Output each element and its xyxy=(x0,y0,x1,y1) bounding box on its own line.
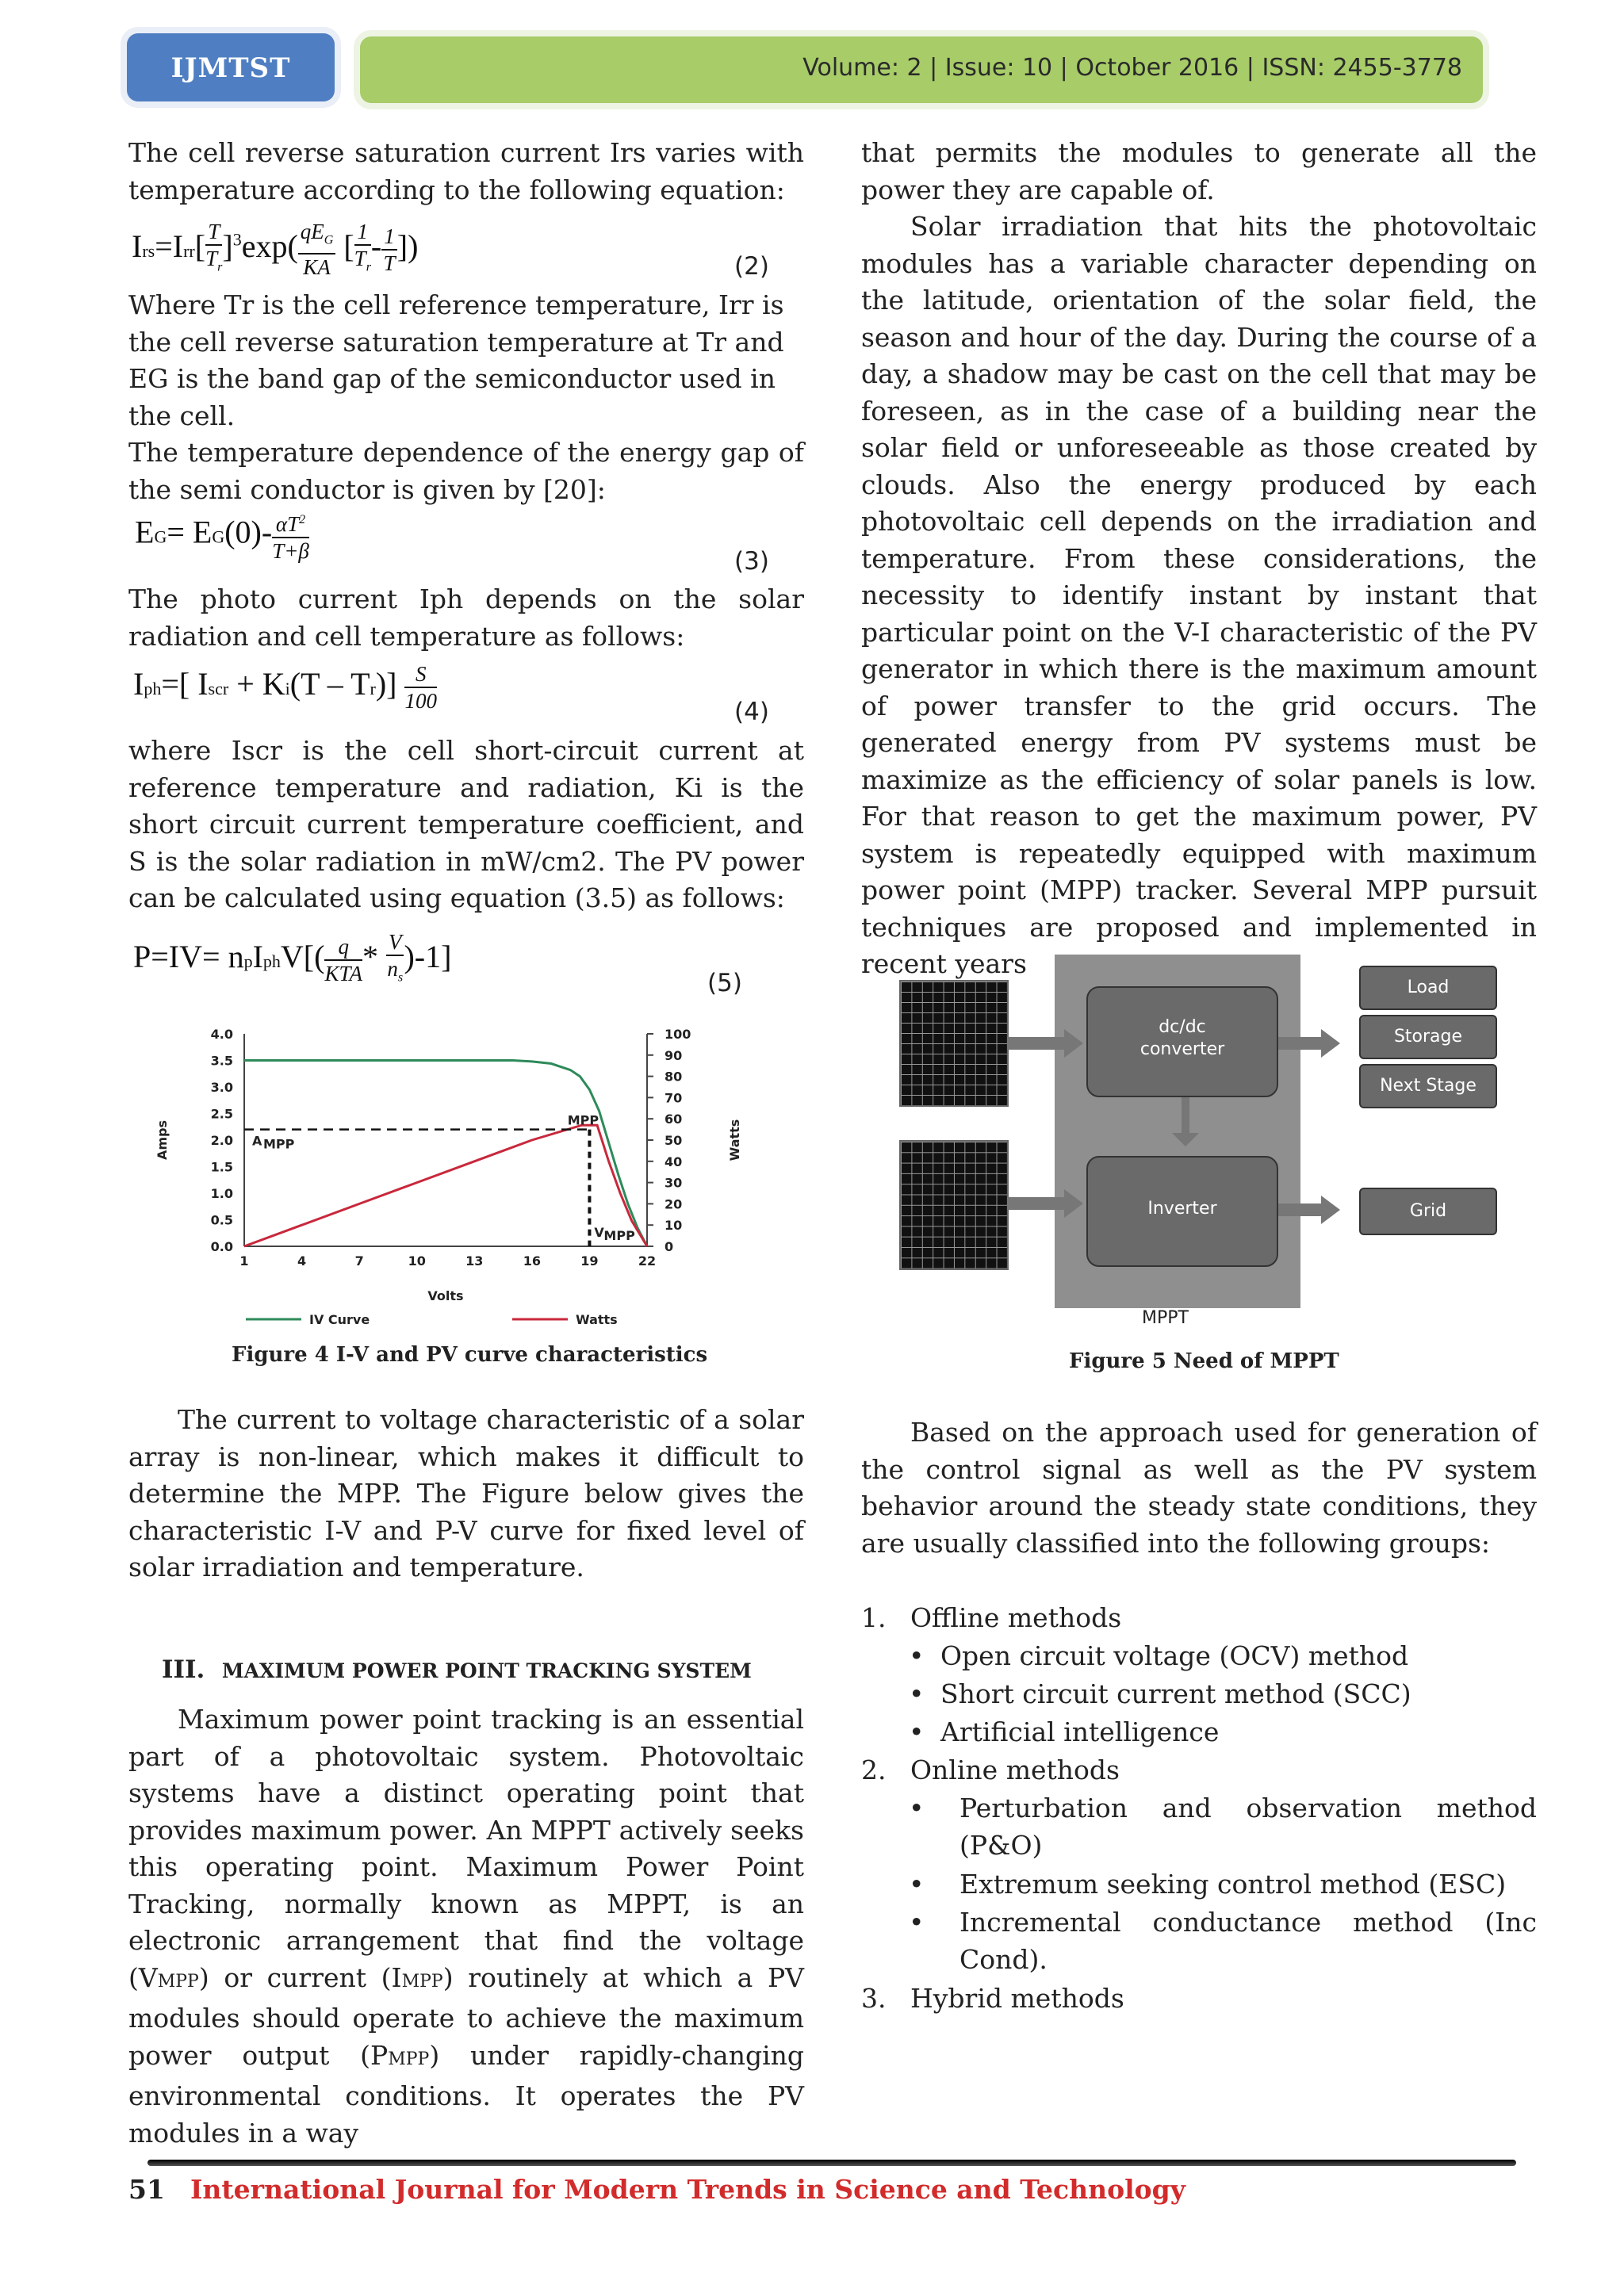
iv-pv-chart xyxy=(143,1007,742,1340)
y-tick-label: 4.0 xyxy=(210,1027,233,1042)
list-item: Open circuit voltage (OCV) method xyxy=(940,1640,1409,1671)
y2-tick-label: 60 xyxy=(665,1112,683,1127)
y-tick-label: 1.0 xyxy=(210,1186,233,1201)
list-item: Hybrid methods xyxy=(910,1983,1124,2014)
list-item xyxy=(959,1790,1537,1864)
issue-banner xyxy=(360,36,1483,103)
equation-5: P=IV= npIphV[( $\frac{q}{\text{KTA}}$ * $\frac{V}{n_s}$ )-1] xyxy=(133,930,452,985)
y2-tick-label: 10 xyxy=(665,1218,683,1234)
left-para-1 xyxy=(128,135,804,209)
v-mpp-subscript: MPP xyxy=(603,1228,635,1243)
bullet-icon: • xyxy=(909,1793,925,1823)
equation-4-number: (4) xyxy=(734,698,769,726)
list-item: Online methods xyxy=(910,1755,1120,1785)
x-axis-label: Volts xyxy=(427,1288,464,1303)
text-paragraph: Based on the approach used for generation of the control signal as well as the PV system behavior around the steady state conditions, they are usually classified into the following groups: xyxy=(861,1417,1537,1559)
y2-tick-label: 100 xyxy=(665,1027,691,1042)
issue-info: Volume: 2 | Issue: 10 | October 2016 | ISSN: 2455-3778 xyxy=(802,54,1462,82)
equation-2: Irs=Irr[ $\frac{T}{T_r}$ ]$^3$exp( $\frac{qE_G}{KA}$ [ $\frac{1}{T_r}$ - $\frac{1}{T}$ ]) xyxy=(132,220,419,280)
x-tick-label: 10 xyxy=(408,1253,426,1269)
arrow-icon xyxy=(1274,1029,1340,1058)
series-line xyxy=(244,1061,647,1247)
inverter-label: Inverter xyxy=(1147,1199,1217,1219)
journal-name: International Journal for Modern Trends in Science and Technology xyxy=(190,2174,1185,2205)
figure-4-caption: Figure 4 I-V and PV curve characteristics xyxy=(232,1343,708,1367)
bullet-icon: • xyxy=(909,1716,925,1747)
a-mpp-label: A xyxy=(252,1133,262,1149)
section-heading xyxy=(162,1655,752,1684)
equation-5-number: (5) xyxy=(707,969,742,997)
right-para-1 xyxy=(861,135,1537,983)
subscript: MPP xyxy=(401,1971,443,1992)
text-run: ) or current (I xyxy=(198,1961,402,1993)
subscript: MPP xyxy=(157,1971,199,1992)
y2-tick-label: 90 xyxy=(665,1047,683,1063)
text-paragraph: Solar irradiation that hits the photovoltaic modules has a variable character depending on the latitude, orientation of the solar field, the season and hour of the day. During the course of a day, a shadow may be cast on the cell that may be foreseen, as in the case of a building near the solar field or unforeseeable as those created by clouds. Also the energy produced by each photovoltaic cell depends on the irradiation and temperature. From these considerations, the necessity to identify instant by instant that particular point on the V-I characteristic of the PV generator in which there is the maximum amount of power transfer to the grid occurs. The generated energy from PV systems must be maximize as the efficiency of solar panels is low. For that reason to get the maximum power, PV system is repeatedly equipped with maximum power point (MPP) tracker. Several MPP pursuit techniques are proposed and implemented in recent years xyxy=(861,211,1537,979)
text-run: Maximum power point tracking is an essential part of a photovoltaic system. Photovoltaic systems have a distinct operating point that provides maximum power. An MPPT actively seeks this operating point. Maximum Power Point Tracking, normally known as MPPT, is an electronic arrangement that find the voltage (V xyxy=(128,1704,804,1993)
equation-3-number: (3) xyxy=(734,547,769,576)
x-tick-label: 19 xyxy=(580,1253,599,1269)
text-paragraph: The current to voltage characteristic of a solar array is non-linear, which makes it difficult to determine the MPP. The Figure below gives the characteristic I-V and P-V curve for fixed level of solar irradiation and temperature. xyxy=(128,1404,804,1582)
arrow-icon xyxy=(1274,1196,1340,1224)
text-paragraph: that permits the modules to generate all the power they are capable of. xyxy=(861,137,1537,205)
list-item: Short circuit current method (SCC) xyxy=(940,1678,1411,1709)
arrow-icon xyxy=(1172,1097,1199,1146)
section-title: MAXIMUM POWER POINT TRACKING SYSTEM xyxy=(221,1659,752,1682)
journal-badge xyxy=(127,33,335,101)
x-tick-label: 22 xyxy=(638,1253,657,1269)
load-box: Load xyxy=(1359,966,1497,1010)
y2-tick-label: 30 xyxy=(665,1175,683,1191)
equation-3: EG= EG(0)- $\frac{\alpha T^2}{T+\beta}$ xyxy=(135,507,309,564)
mpp-label: MPP xyxy=(567,1112,599,1128)
y2-tick-label: 40 xyxy=(665,1154,683,1169)
bullet-icon: • xyxy=(909,1678,925,1709)
legend-label: IV Curve xyxy=(309,1312,370,1327)
list-item: Extremum seeking control method (ESC) xyxy=(959,1869,1507,1900)
list-number: 1. xyxy=(861,1602,887,1633)
x-tick-label: 7 xyxy=(354,1253,364,1269)
y2-tick-label: 70 xyxy=(665,1090,683,1106)
figure-5-caption: Figure 5 Need of MPPT xyxy=(1069,1349,1339,1373)
y2-tick-label: 20 xyxy=(665,1196,683,1212)
list-item: Incremental conductance method (Inc Cond). xyxy=(959,1907,1537,1975)
text-paragraph: where Iscr is the cell short-circuit current at reference temperature and radiation, Ki is the short circuit current temperature coefficient, and S is the solar radiation in mW/cm2. The PV power can be calculated using equation (3.5) as follows: xyxy=(128,735,804,913)
text-run: ) under rapidly-changing environmental conditions. It operates the PV modules in a way xyxy=(128,2039,804,2149)
page-number: 51 xyxy=(128,2174,165,2205)
x-tick-label: 1 xyxy=(239,1253,249,1269)
list-number: 3. xyxy=(861,1983,887,2014)
arrow-icon xyxy=(1007,1189,1083,1218)
text-paragraph xyxy=(128,1701,804,2152)
journal-abbr: IJMTST xyxy=(170,52,291,84)
list-item: Artificial intelligence xyxy=(940,1716,1220,1747)
y-tick-label: 2.0 xyxy=(210,1133,233,1148)
mppt-label: MPPT xyxy=(1142,1308,1189,1328)
x-tick-label: 13 xyxy=(465,1253,484,1269)
inverter-block xyxy=(1086,1156,1278,1267)
left-para-6 xyxy=(128,1701,804,2152)
subscript: MPP xyxy=(388,2049,430,2069)
text-paragraph: The cell reverse saturation current Irs varies with temperature according to the following equation: xyxy=(128,137,804,205)
equation-4: Iph=[ Iscr + Ki(T – Tr)] $\frac{S}{100}$ xyxy=(133,662,437,713)
legend-label: Watts xyxy=(576,1312,618,1327)
left-para-5 xyxy=(128,1402,804,1586)
converter-label: dc/dc converter xyxy=(1139,1017,1225,1059)
bullet-icon: • xyxy=(909,1869,925,1900)
next-stage-box: Next Stage xyxy=(1359,1064,1497,1108)
footer-rule xyxy=(147,2160,1516,2166)
y2-tick-label: 50 xyxy=(665,1133,683,1148)
y-tick-label: 3.0 xyxy=(210,1080,233,1095)
list-number: 2. xyxy=(861,1755,887,1785)
left-para-4 xyxy=(128,733,804,917)
y-tick-label: 0.5 xyxy=(210,1212,233,1228)
text-run: ) routinely at which a PV modules should operate to achieve the maximum power output (P xyxy=(128,1961,804,2071)
y-tick-label: 1.5 xyxy=(210,1159,233,1175)
left-para-3 xyxy=(128,581,804,655)
bullet-icon: • xyxy=(909,1907,925,1938)
list-item: Offline methods xyxy=(910,1602,1122,1633)
a-mpp-subscript: MPP xyxy=(263,1136,295,1152)
y2-tick-label: 80 xyxy=(665,1069,683,1085)
y-tick-label: 2.5 xyxy=(210,1106,233,1122)
x-tick-label: 4 xyxy=(297,1253,307,1269)
v-mpp-label: V xyxy=(594,1225,604,1240)
y2-axis-label: Watts xyxy=(727,1119,742,1161)
y-tick-label: 0.0 xyxy=(210,1239,233,1254)
section-number: III. xyxy=(162,1655,205,1684)
y-tick-label: 3.5 xyxy=(210,1053,233,1069)
converter-block xyxy=(1086,986,1278,1097)
series-line xyxy=(244,1125,647,1246)
left-para-2 xyxy=(128,287,804,508)
x-tick-label: 16 xyxy=(523,1253,541,1269)
equation-2-number: (2) xyxy=(734,252,769,281)
text-paragraph: The photo current Iph depends on the solar radiation and cell temperature as follows: xyxy=(128,584,804,652)
grid-box: Grid xyxy=(1359,1188,1497,1235)
text-paragraph: Where Tr is the cell reference temperature, Irr is the cell reverse saturation temperature at Tr and EG is the band gap of the semiconductor used in the cell. xyxy=(128,289,784,431)
list-item-text: Perturbation and observation method (P&O) xyxy=(959,1793,1537,1861)
right-para-2 xyxy=(861,1414,1537,1562)
arrow-icon xyxy=(1007,1029,1083,1058)
y-axis-label: Amps xyxy=(155,1119,170,1161)
bullet-icon: • xyxy=(909,1640,925,1671)
storage-box: Storage xyxy=(1359,1015,1497,1059)
mppt-diagram xyxy=(888,955,1499,1327)
y2-tick-label: 0 xyxy=(665,1239,674,1254)
text-paragraph: The temperature dependence of the energy gap of the semi conductor is given by [20]: xyxy=(128,437,804,505)
